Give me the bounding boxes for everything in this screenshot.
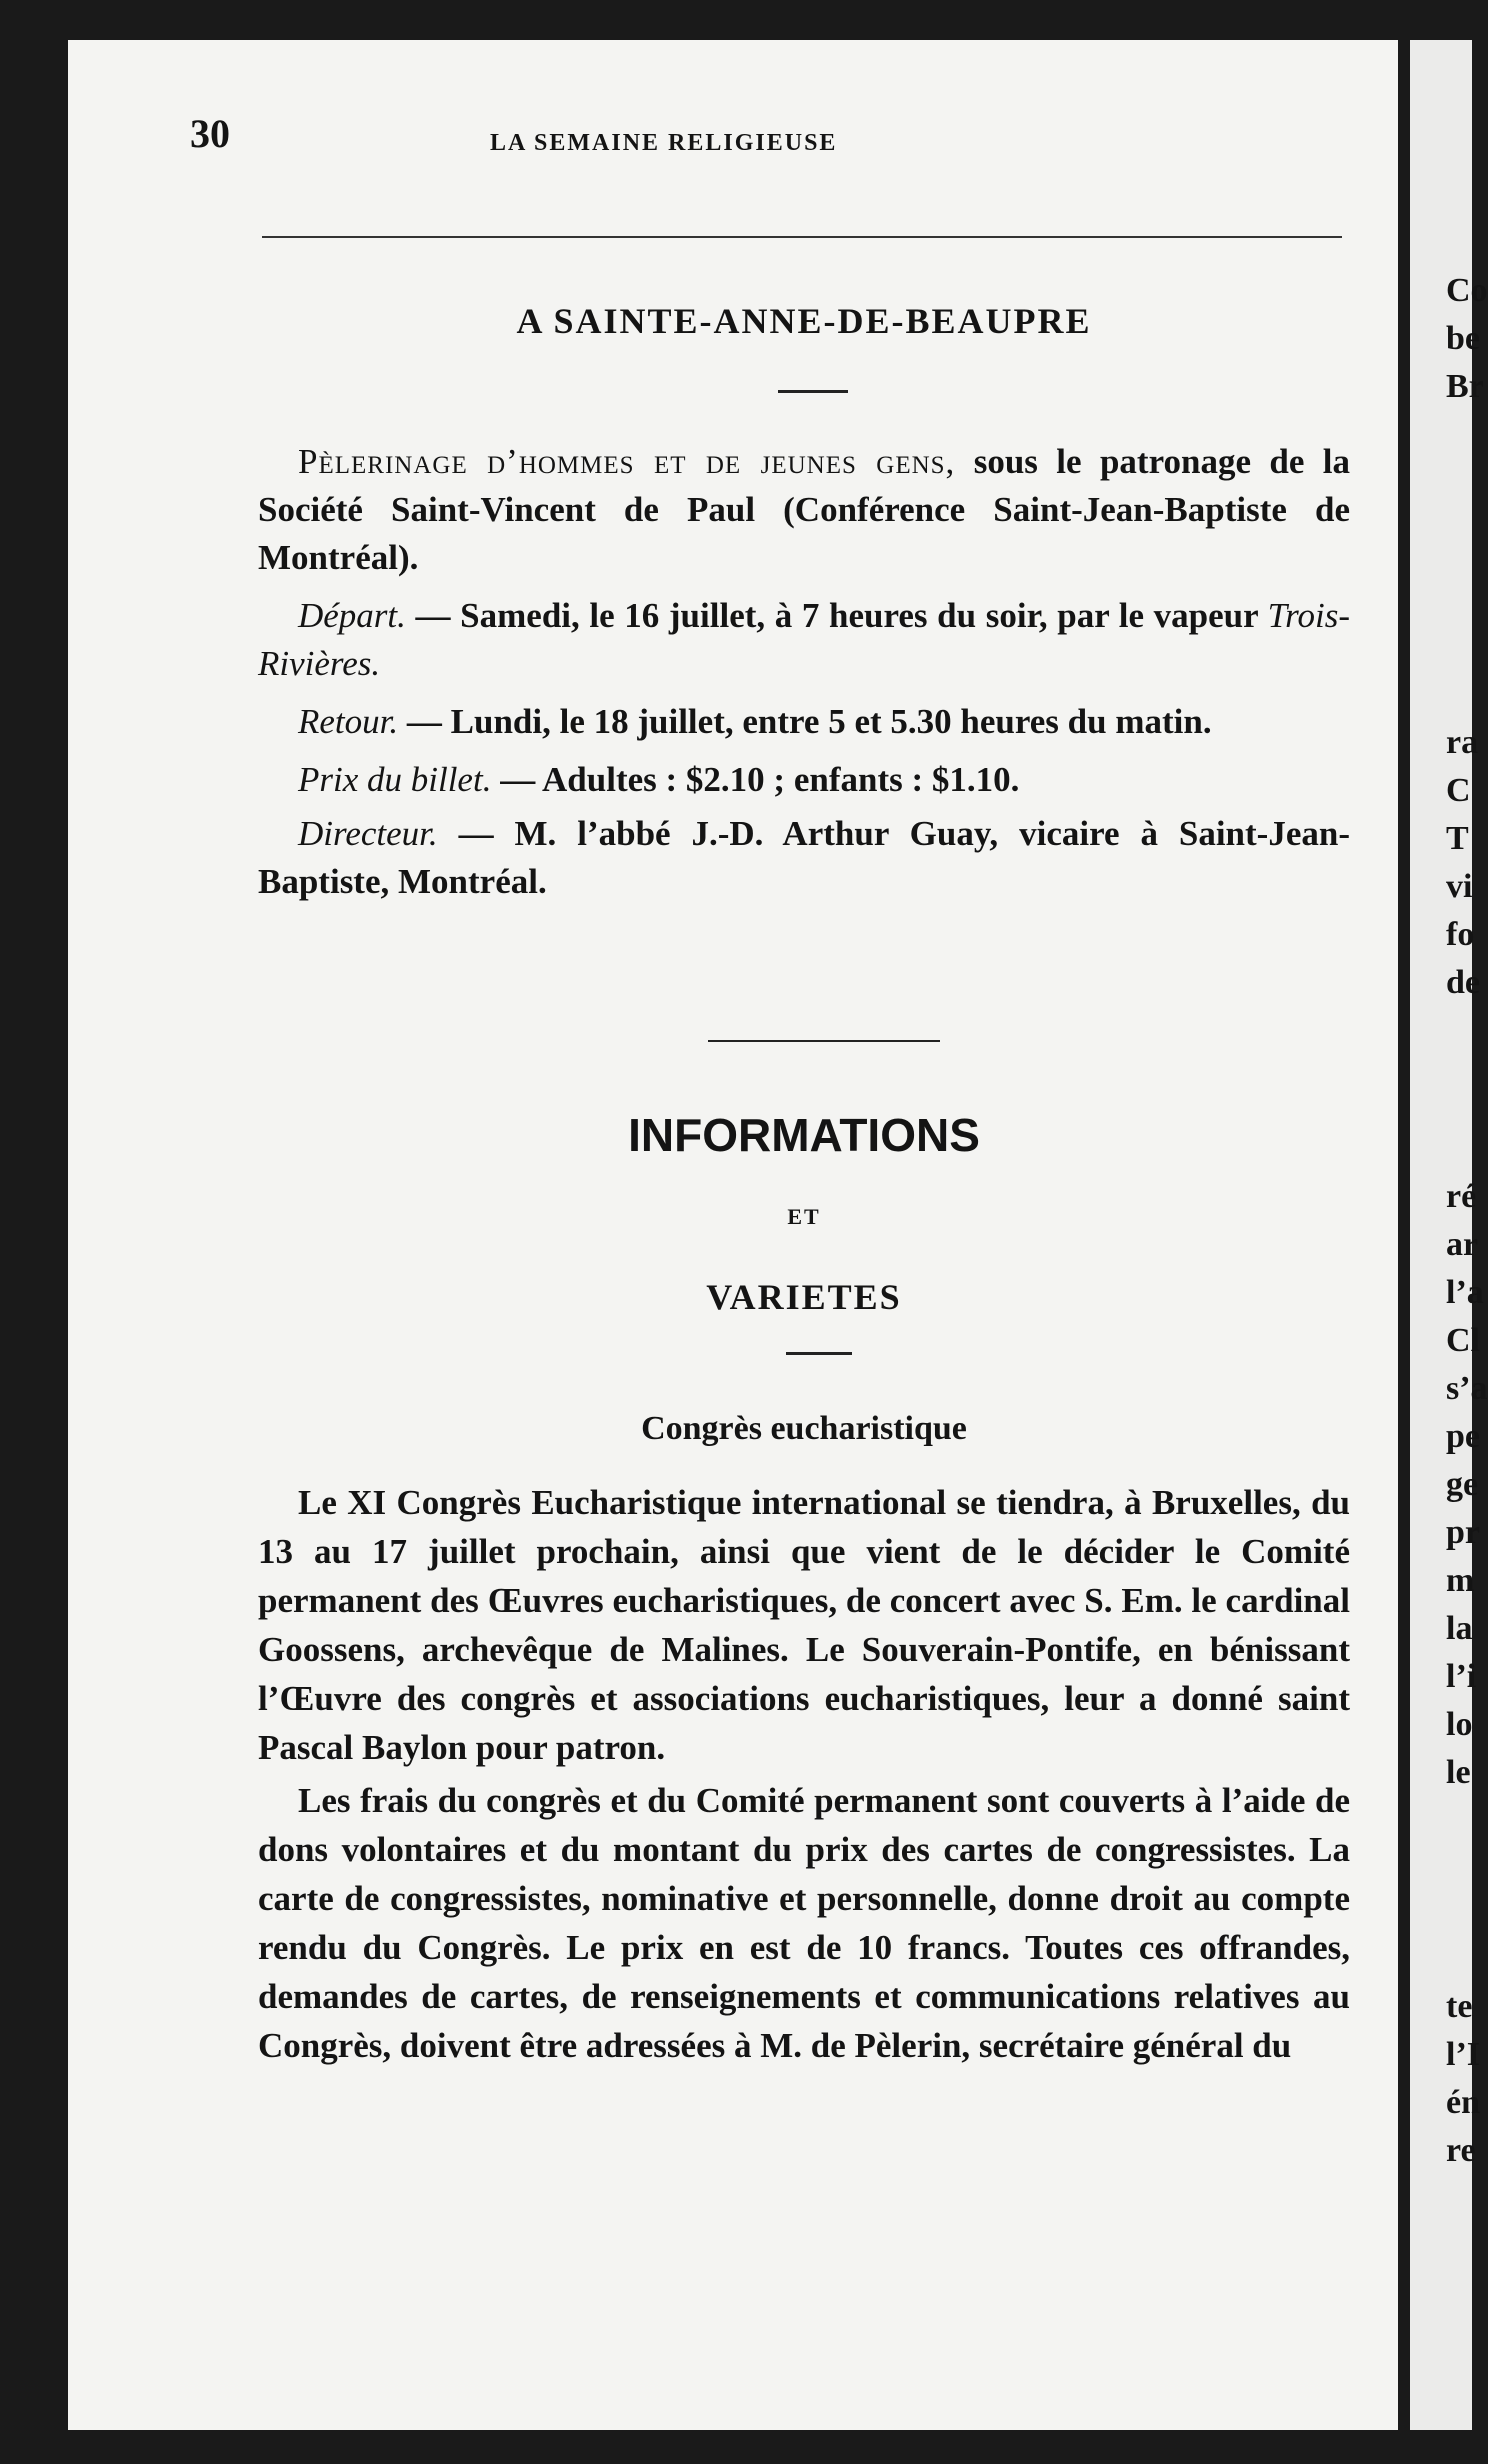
depart-text: — Samedi, le 16 juillet, à 7 heures du soir, par le vapeur: [405, 596, 1268, 635]
directeur-text: — M. l’abbé J.-D. Arthur Guay, vicaire à Saint-Jean-Baptiste, Montréal.: [258, 814, 1350, 901]
adjacent-fragment: ar: [1446, 1226, 1479, 1263]
adjacent-fragment: pr: [1446, 1514, 1480, 1551]
retour-label: Retour.: [298, 702, 399, 741]
intro-rest: sous le patronage de la Société Saint-Vincent de Paul (Conférence Saint-Jean-Baptiste de Montréal).: [258, 442, 1350, 577]
running-title: LA SEMAINE RELIGIEUSE: [490, 130, 838, 156]
book-page: [68, 40, 1398, 2430]
adjacent-fragment: l’a: [1446, 1274, 1484, 1311]
adjacent-fragment: fo: [1446, 916, 1475, 953]
adjacent-fragment: ra: [1446, 724, 1479, 761]
directeur-line: [258, 810, 1350, 906]
adjacent-fragment: de: [1446, 964, 1480, 1001]
retour-text: — Lundi, le 18 juillet, entre 5 et 5.30 heures du matin.: [398, 702, 1212, 741]
page-number: 30: [190, 111, 230, 156]
adjacent-fragment: s’a: [1446, 1370, 1488, 1407]
adjacent-fragment: be: [1446, 320, 1480, 357]
prix-text: — Adultes : $2.10 ; enfants : $1.10.: [491, 760, 1020, 799]
section-sainte-anne-body: [258, 438, 1350, 906]
adjacent-fragment: C: [1446, 772, 1471, 809]
section-title-sainte-anne: A SAINTE-ANNE-DE-BEAUPRE: [516, 301, 1092, 341]
et-connector: ET: [787, 1204, 821, 1229]
prix-line: [258, 756, 1350, 804]
adjacent-fragment: vi: [1446, 868, 1473, 905]
congres-paragraph-1: Le XI Congrès Eucharistique international se tiendra, à Bruxelles, du 13 au 17 juillet prochain, ainsi que vient de le décider le Comité permanent des Œuvres eucharistiques, de concert avec S. Em. le cardinal Goossens, archevêque de Malines. Le Souverain-Pontife, en bénissant l’Œuvre des congrès et associations eucharistiques, leur a donné saint Pascal Baylon pour patron.: [258, 1483, 1350, 1767]
prix-label: Prix du billet.: [298, 760, 492, 799]
header-rule: [262, 236, 1342, 238]
page-header: [190, 110, 1350, 170]
adjacent-fragment: Cl: [1446, 1322, 1480, 1359]
congres-subtitle: Congrès eucharistique: [641, 1410, 967, 1447]
adjacent-fragment: én: [1446, 2084, 1480, 2121]
adjacent-fragment: l’i: [1446, 1658, 1477, 1695]
depart-label: Départ.: [298, 596, 406, 635]
adjacent-fragment: ge: [1446, 1466, 1479, 1503]
adjacent-fragment: Br: [1446, 368, 1484, 405]
informations-title: INFORMATIONS: [628, 1109, 980, 1161]
adjacent-fragment: la: [1446, 1610, 1473, 1647]
directeur-label: Directeur.: [298, 814, 438, 853]
adjacent-fragment: le: [1446, 1754, 1471, 1791]
adjacent-fragment: re: [1446, 2132, 1476, 2169]
adjacent-fragment: m: [1446, 1562, 1475, 1599]
section-divider: [708, 1040, 940, 1042]
adjacent-fragment: l’I: [1446, 2036, 1480, 2073]
varietes-title: VARIETES: [706, 1277, 902, 1317]
retour-line: [258, 698, 1350, 746]
adjacent-fragment: Co: [1446, 272, 1488, 309]
depart-boat: Trois-Rivières.: [258, 596, 1350, 683]
adjacent-fragment: te: [1446, 1988, 1473, 2025]
adjacent-fragment: T: [1446, 820, 1469, 857]
adjacent-fragment: lo: [1446, 1706, 1473, 1743]
adjacent-page-edge: [1410, 40, 1488, 2430]
pilgrimage-intro: [258, 438, 1350, 582]
intro-smallcaps: Pèlerinage d’hommes et de jeunes gens,: [298, 442, 956, 481]
congres-paragraph-2: Les frais du congrès et du Comité permanent sont couverts à l’aide de dons volontaires et du montant du prix des cartes de congressistes. La carte de congressistes, nominative et personnelle, donne droit au compte rendu du Congrès. Le prix en est de 10 francs. Toutes ces offrandes, demandes de cartes, de renseignements et communications relatives au Congrès, doivent être adressées à M. de Pèlerin, secrétaire général du: [258, 1781, 1350, 2065]
title-divider: [778, 390, 848, 393]
congres-body: [258, 1478, 1350, 2070]
varietes-divider: [786, 1352, 852, 1355]
adjacent-fragment: ré: [1446, 1178, 1477, 1215]
adjacent-fragment: pe: [1446, 1418, 1480, 1455]
depart-line: [258, 592, 1350, 688]
